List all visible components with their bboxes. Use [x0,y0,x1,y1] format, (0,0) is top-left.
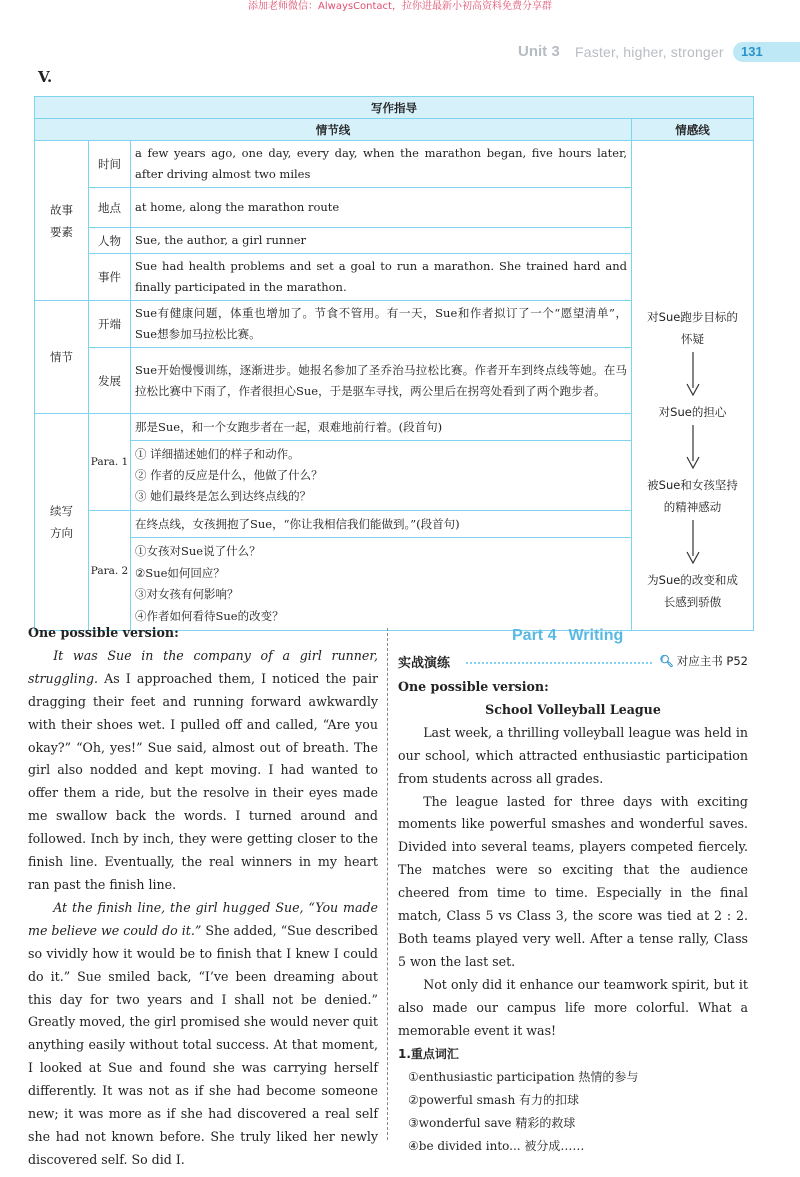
practice-reference [659,653,748,669]
emotion-proud: 为Sue的改变和成长感到骄傲 [647,573,738,609]
para1-question: ② 作者的反应是什么，他做了什么？ [135,468,323,482]
table-title: 写作指导 [35,97,754,119]
plot-label: 情节 [35,301,89,414]
para2-opening: At the finish line, the girl hugged Sue, “You made me believe we could do it.” [28,899,378,938]
emotion-worry: 对Sue的担心 [658,405,727,419]
para2-question: ④作者如何看待Sue的改变？ [135,608,284,623]
column-divider [387,628,388,1140]
row-key-beginning: 开端 [89,301,131,348]
para1-question: ① 详细描述她们的样子和动作。 [135,447,300,461]
down-arrow-icon [686,425,700,469]
para2-question: ①女孩对Sue说了什么？ [135,544,261,558]
para2-body: She added, “Sue described so vividly how it would be to finish that I knew I could do it.” Sue smiled back, “I’ve been dreaming about this day for two years and I shall not be denied.” Greatly moved, the girl promised she would never quit anything easily without total success. At that moment, I looked at Sue and found she was carrying herself differently. It was not as if she had become someone new; it was more as if she had discovered a real self she had not known before. She truly liked her newly discovered self. So did I. [28,922,378,1167]
row-text-beginning: Sue有健康问题，体重也增加了。节食不管用。有一天，Sue和作者拟订了一个“愿望清单”，Sue想参加马拉松比赛。 [131,301,632,348]
row-text-characters: Sue, the author, a girl runner [131,228,632,254]
practice-bar [398,652,748,672]
row-key-characters: 人物 [89,228,131,254]
para1-question: ③ 她们最终是怎么到达终点线的？ [135,489,312,503]
practice-ref-text: 对应主书 P52 [676,654,748,668]
essay-paragraph: Not only did it enhance our teamwork spirit, but it also made our campus life more colorful. What a memorable event it was! [398,976,748,1038]
page-number-tab [733,42,800,62]
vocab-item: ③wonderful save 精彩的救球 [408,1115,576,1130]
row-key-event: 事件 [89,254,131,301]
right-heading: One possible version: [398,679,549,694]
left-column [28,622,378,1172]
emotion-doubt: 对Sue跑步目标的怀疑 [647,310,738,346]
essay-paragraph: Last week, a thrilling volleyball league was held in our school, which attracted enthusiastic participation from students across all grades. [398,724,748,786]
row-text-place: at home, along the marathon route [131,188,632,228]
down-arrow-icon [686,520,700,564]
essay-title: School Volleyball League [485,701,661,717]
vocab-item: ④be divided into... 被分成…… [408,1138,585,1153]
para2-question: ②Sue如何回应？ [135,565,225,580]
para2-question: ③对女孩有何影响？ [135,587,239,601]
continuation-label: 续写方向 [35,414,89,631]
right-column [398,676,748,1158]
vocab-section [398,1043,748,1158]
emotion-line-header: 情感线 [632,119,754,141]
para1-opening: It was Sue in the company of a girl runner, struggling. [28,647,378,686]
para1-cell [131,414,632,511]
row-key-place: 地点 [89,188,131,228]
para1-body: As I approached them, I noticed the pair dragging their feet and running forward awkwardly with their shoes wet. I pulled off and called, “Are you okay?” “Oh, yes!” Sue said, almost out of breath. The girl also nodded and kept moving. I had wanted to offer them a ride, but the resolve in their eyes made me swallow back the words. I turned around and followed. Inch by inch, they were getting closer to the finish line. Eventually, the real winners in my heart ran past the finish line. [28,670,378,892]
para1-questions [131,441,631,510]
vocab-title: 1.重点词汇 [398,1046,459,1061]
row-key-time: 时间 [89,141,131,188]
para2-cell [131,511,632,631]
dotted-rule [466,662,652,664]
left-heading: One possible version: [28,625,179,640]
para2-label: Para. 2 [89,511,131,631]
unit-title: Faster, higher, stronger [575,44,724,60]
vocab-item: ②powerful smash 有力的扣球 [408,1092,579,1107]
row-text-event: Sue had health problems and set a goal to run a marathon. She trained hard and finally participated in the marathon. [131,254,632,301]
story-elements-label: 故事要素 [35,141,89,301]
vocab-item: ①enthusiastic participation 热情的参与 [408,1069,639,1084]
part-number: Part 4 [512,627,557,644]
page-header [518,42,800,64]
watermark-text: 添加老师微信：AlwaysContact，拉你进最新小初高资料免费分享群 [248,1,552,12]
row-text-development: Sue开始慢慢训练，逐渐进步。她报名参加了圣乔治马拉松比赛。作者开车到终点线等她。在马拉松比赛中下雨了，作者很担心Sue，于是驱车寻找，两公里后在拐弯处看到了两个跑步者。 [131,348,632,414]
section-mark: V. [38,68,53,86]
unit-label: Unit 3 [518,43,560,60]
part-heading [512,627,623,645]
part-title: Writing [568,627,624,644]
para1-first-sentence: 那是Sue，和一个女跑步者在一起，艰难地前行着。(段首句) [131,414,631,441]
para2-first-sentence: 在终点线，女孩拥抱了Sue，“你让我相信我们能做到。”(段首句) [131,511,631,538]
para1-label: Para. 1 [89,414,131,511]
emotion-moved: 被Sue和女孩坚持的精神感动 [647,478,738,514]
row-key-development: 发展 [89,348,131,414]
page-number: 131 [741,44,763,59]
plot-line-header: 情节线 [35,119,632,141]
emotion-line-cell [632,141,754,631]
writing-guide-table [34,96,754,631]
essay-paragraph: The league lasted for three days with exciting moments like powerful smashes and wonderful saves. Divided into several teams, players competed fiercely. The matches were so exciting that the audience cheered from time to time. Especially in the final match, Class 5 vs Class 3, the score was tied at 2 : 2. Both teams played very well. After a tense rally, Class 5 won the last set. [398,793,748,969]
row-text-time: a few years ago, one day, every day, when the marathon began, five hours later, after driving almost two miles [131,141,632,188]
continuation-para-1 [28,645,378,897]
practice-label: 实战演练 [398,656,451,671]
para2-questions [131,538,631,630]
search-icon: 🔍︎ [659,654,674,668]
continuation-para-2 [28,897,378,1172]
down-arrow-icon [686,352,700,396]
